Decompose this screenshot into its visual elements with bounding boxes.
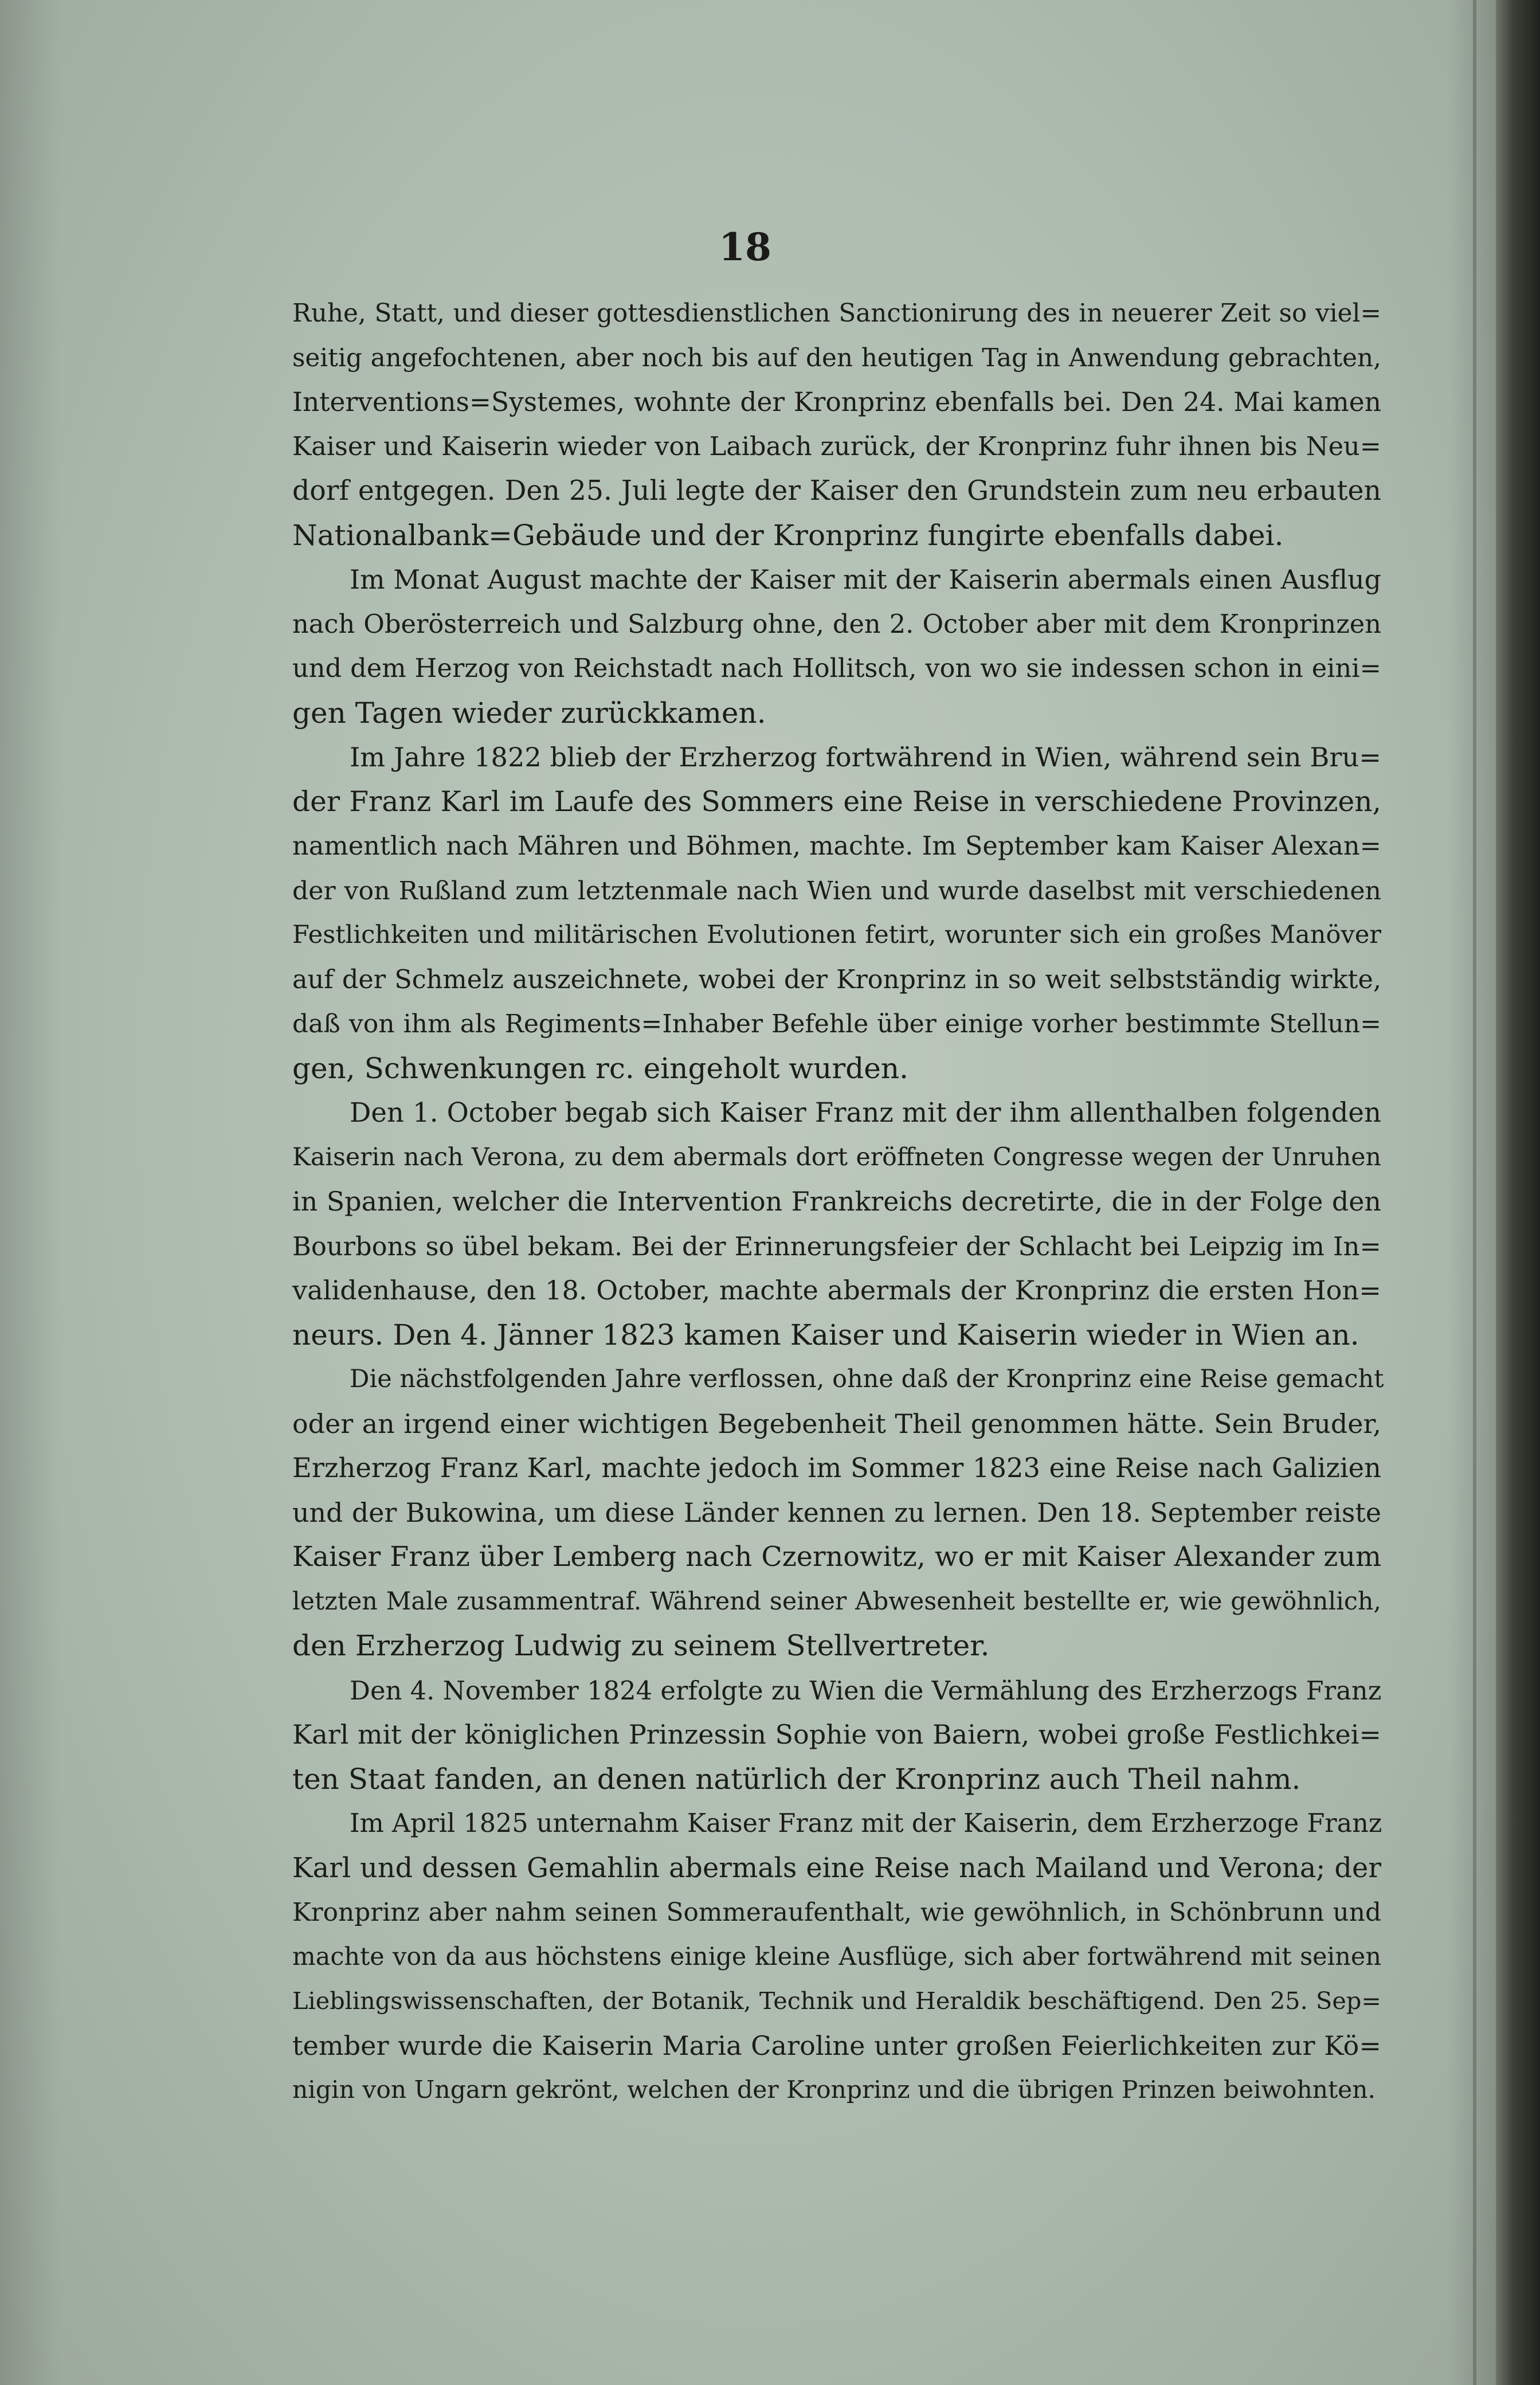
page-number: 18: [719, 225, 771, 269]
text-line: der Franz Karl im Laufe des Sommers eine Reise in verschiedene Provinzen,: [292, 785, 1381, 818]
body-text: [292, 291, 1384, 2113]
text-line: namentlich nach Mähren und Böhmen, machte. Im September kam Kaiser Alexan=: [292, 831, 1381, 861]
text-line: dorf entgegen. Den 25. Juli legte der Kaiser den Grundstein zum neu erbauten: [292, 475, 1381, 507]
text-line: Den 4. November 1824 erfolgte zu Wien die Vermählung des Erzherzogs Franz: [350, 1675, 1382, 1706]
paragraph: [292, 1091, 1381, 1357]
paragraph: [292, 1669, 1381, 1802]
text-line: Kronprinz aber nahm seinen Sommeraufenthalt, wie gewöhnlich, in Schönbrunn und: [292, 1898, 1381, 1927]
text-line: ten Staat fanden, an denen natürlich der Kronprinz auch Theil nahm.: [292, 1762, 1301, 1796]
text-line: Bourbons so übel bekam. Bei der Erinnerungsfeier der Schlacht bei Leipzig im In=: [292, 1231, 1381, 1262]
text-line: machte von da aus höchstens einige kleine Ausflüge, sich aber fortwährend mit seinen: [292, 1942, 1381, 1971]
text-line: Kaiser Franz über Lemberg nach Czernowitz, wo er mit Kaiser Alexander zum: [292, 1541, 1381, 1573]
text-line: Im Monat August machte der Kaiser mit der Kaiserin abermals einen Ausflug: [350, 564, 1381, 595]
page-fold-line: [1473, 0, 1476, 2385]
paragraph: [292, 1357, 1384, 1669]
text-line: Kaiserin nach Verona, zu dem abermals dort eröffneten Congresse wegen der Unruhen: [292, 1142, 1381, 1172]
text-line: seitig angefochtenen, aber noch bis auf den heutigen Tag in Anwendung gebrachten,: [292, 343, 1381, 373]
binding-edge: [1496, 0, 1540, 2385]
text-line: nigin von Ungarn gekrönt, welchen der Kronprinz und die übrigen Prinzen beiwohnten.: [292, 2076, 1376, 2104]
text-line: Karl mit der königlichen Prinzessin Sophie von Baiern, wobei große Festlichkei=: [292, 1719, 1381, 1750]
text-line: Lieblingswissenschaften, der Botanik, Technik und Heraldik beschäftigend. Den 25. Sep=: [292, 1987, 1381, 2015]
text-line: Erzherzog Franz Karl, machte jedoch im Sommer 1823 eine Reise nach Galizien: [292, 1452, 1381, 1483]
text-line: auf der Schmelz auszeichnete, wobei der Kronprinz in so weit selbstständig wirkte,: [292, 964, 1381, 994]
text-line: in Spanien, welcher die Intervention Frankreichs decretirte, die in der Folge den: [292, 1186, 1381, 1217]
text-line: daß von ihm als Regiments=Inhaber Befehle über einige vorher bestimmte Stellun=: [292, 1009, 1381, 1039]
text-line: tember wurde die Kaiserin Maria Caroline unter großen Feierlichkeiten zur Kö=: [292, 2030, 1381, 2061]
text-line: Interventions=Systemes, wohnte der Kronprinz ebenfalls bei. Den 24. Mai kamen: [292, 387, 1381, 417]
text-line: Kaiser und Kaiserin wieder von Laibach zurück, der Kronprinz fuhr ihnen bis Neu=: [292, 432, 1381, 461]
text-line: validenhause, den 18. October, machte abermals der Kronprinz die ersten Hon=: [292, 1275, 1381, 1306]
text-line: letzten Male zusammentraf. Während seiner Abwesenheit bestellte er, wie gewöhnlich,: [292, 1587, 1381, 1616]
text-line: Ruhe, Statt, und dieser gottesdienstlichen Sanctionirung des in neuerer Zeit so viel=: [292, 299, 1381, 328]
paragraph: [292, 1802, 1381, 2113]
text-line: gen, Schwenkungen rc. eingeholt wurden.: [292, 1051, 908, 1085]
text-line: neurs. Den 4. Jänner 1823 kamen Kaiser und Kaiserin wieder in Wien an.: [292, 1318, 1359, 1352]
paragraph: [292, 291, 1381, 558]
text-line: Nationalbank=Gebäude und der Kronprinz fungirte ebenfalls dabei.: [292, 518, 1284, 552]
text-line: gen Tagen wieder zurückkamen.: [292, 696, 766, 730]
text-line: Im Jahre 1822 blieb der Erzherzog fortwährend in Wien, während sein Bru=: [350, 742, 1381, 773]
text-line: nach Oberösterreich und Salzburg ohne, den 2. October aber mit dem Kronprinzen: [292, 609, 1381, 639]
text-line: Festlichkeiten und militärischen Evolutionen fetirt, worunter sich ein großes Manöver: [292, 921, 1381, 949]
text-line: Die nächstfolgenden Jahre verflossen, ohne daß der Kronprinz eine Reise gemacht: [350, 1365, 1384, 1393]
text-line: Im April 1825 unternahm Kaiser Franz mit der Kaiserin, dem Erzherzoge Franz: [350, 1809, 1382, 1838]
paragraph: [292, 735, 1381, 1091]
text-line: der von Rußland zum letztenmale nach Wien und wurde daselbst mit verschiedenen: [292, 876, 1381, 906]
paragraph: [292, 558, 1381, 735]
text-line: und dem Herzog von Reichstadt nach Hollitsch, von wo sie indessen schon in eini=: [292, 653, 1381, 683]
text-line: und der Bukowina, um diese Länder kennen zu lernen. Den 18. September reiste: [292, 1497, 1381, 1528]
text-line: Karl und dessen Gemahlin abermals eine Reise nach Mailand und Verona; der: [292, 1852, 1381, 1884]
text-line: oder an irgend einer wichtigen Begebenheit Theil genommen hätte. Sein Bruder,: [292, 1408, 1381, 1439]
text-line: den Erzherzog Ludwig zu seinem Stellvertreter.: [292, 1629, 990, 1662]
text-line: Den 1. October begab sich Kaiser Franz mit der ihm allenthalben folgenden: [350, 1097, 1381, 1128]
